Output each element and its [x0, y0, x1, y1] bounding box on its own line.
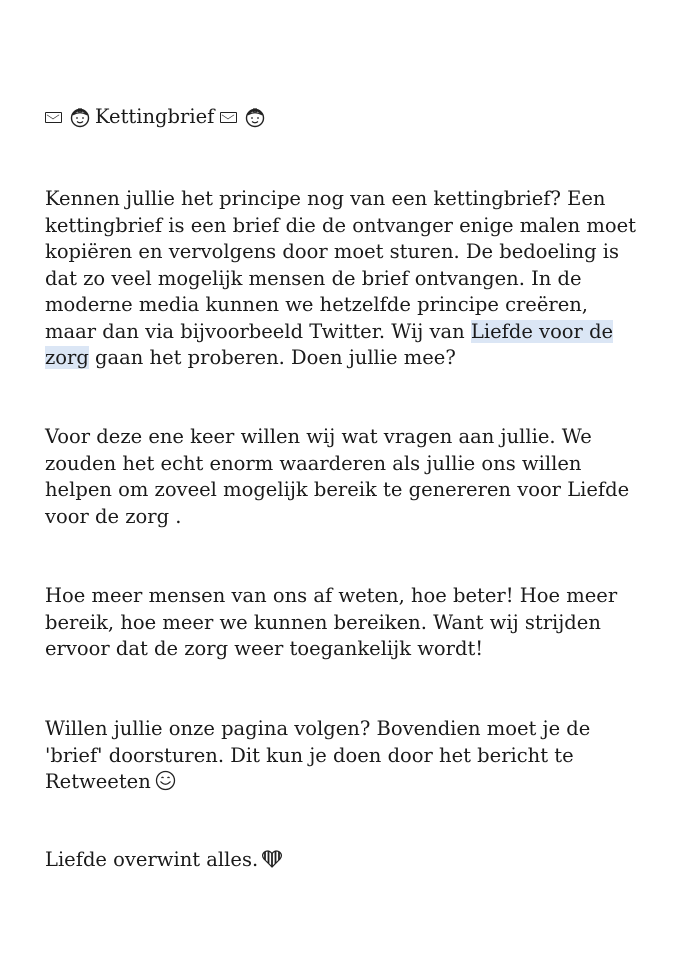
text-line	[45, 847, 645, 874]
text-line: voor de zorg .	[45, 504, 182, 528]
text-line: zouden het echt enorm waarderen als jullie ons willen	[45, 451, 582, 475]
nurse-face-icon	[69, 106, 91, 128]
envelope-icon	[45, 112, 62, 123]
text-line: kettingbrief is een brief die de ontvanger enige malen moet	[45, 213, 636, 237]
smiling-face-icon	[155, 770, 176, 791]
text-line: 'brief' doorsturen. Dit kun je doen door het bericht te	[45, 743, 574, 767]
document-title	[45, 104, 270, 130]
text-segment: gaan het proberen. Doen jullie mee?	[88, 346, 456, 369]
text-line: moderne media kunnen we hetzelfde principe creëren,	[45, 293, 589, 316]
text-line	[45, 345, 645, 372]
text-line	[45, 319, 645, 346]
text-line	[45, 769, 645, 796]
text-line: ervoor dat de zorg weer toegankelijk wordt!	[45, 637, 484, 660]
text-line: helpen om zoveel mogelijk bereik te genereren voor Liefde	[45, 478, 630, 501]
text-segment: maar dan via bijvoorbeeld Twitter. Wij van	[45, 319, 471, 343]
text-line: kopiëren en vervolgens door moet sturen. De bedoeling is	[45, 240, 620, 263]
paragraph-3	[45, 583, 645, 663]
paragraph-2	[45, 424, 645, 530]
paragraph-1	[45, 186, 645, 372]
paragraph-5	[45, 847, 645, 874]
text-line: Willen jullie onze pagina volgen? Bovendien moet je de	[45, 717, 591, 740]
text-segment: Retweeten	[45, 770, 151, 793]
envelope-icon	[220, 112, 237, 123]
text-line: Hoe meer mensen van ons af weten, hoe beter! Hoe meer	[45, 584, 618, 607]
text-line: bereik, hoe meer we kunnen bereiken. Want wij strijden	[45, 610, 601, 634]
title-text: Kettingbrief	[95, 105, 215, 128]
paragraph-4	[45, 716, 645, 796]
highlighted-text: zorg	[45, 346, 89, 369]
text-line: Voor deze ene keer willen wij wat vragen aan jullie. We	[45, 425, 592, 448]
text-line: Kennen jullie het principe nog van een kettingbrief? Een	[45, 187, 606, 210]
heart-icon	[262, 850, 282, 868]
text-segment: Liefde overwint alles.	[45, 848, 259, 871]
highlighted-text: Liefde voor de	[470, 319, 614, 343]
nurse-face-icon	[244, 106, 266, 128]
text-line: dat zo veel mogelijk mensen de brief ontvangen. In de	[45, 266, 582, 290]
